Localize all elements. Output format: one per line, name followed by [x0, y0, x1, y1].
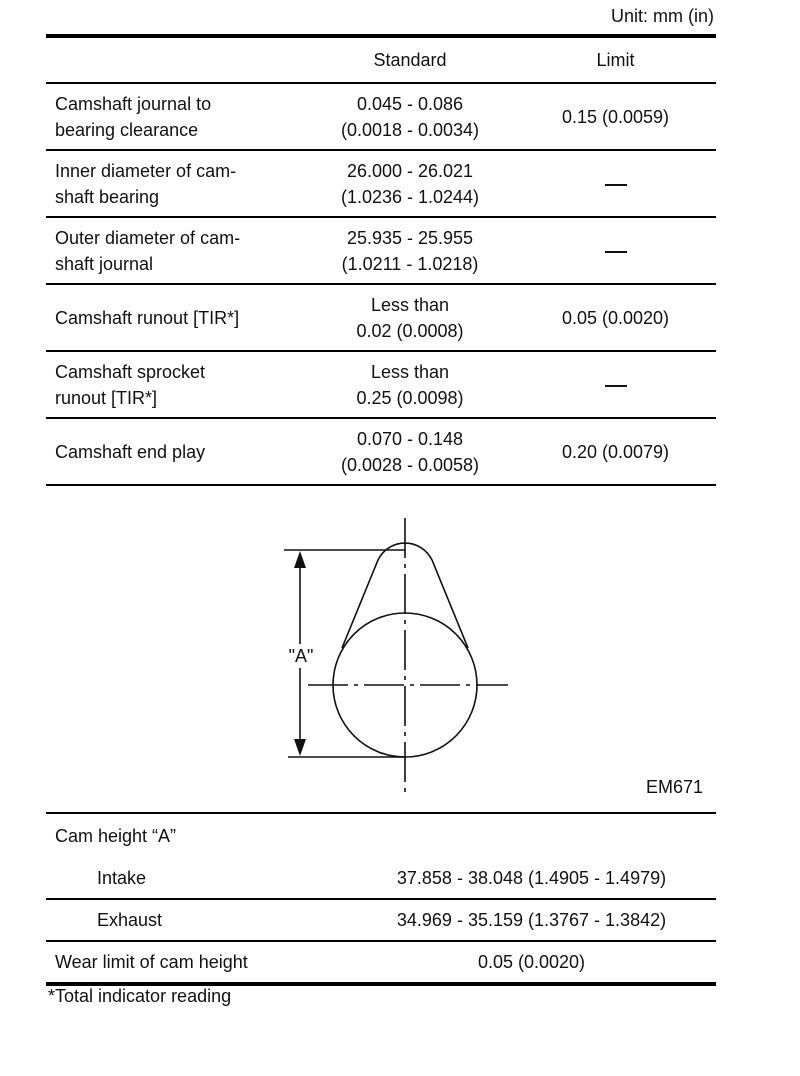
- row-standard: Less than 0.25 (0.0098): [356, 361, 464, 408]
- wear-limit-value: 0.05 (0.0020): [477, 951, 586, 972]
- cam-lobe-diagram: [260, 510, 530, 800]
- exhaust-label: Exhaust: [97, 909, 163, 930]
- table-row: [46, 899, 716, 941]
- unit-label: Unit: mm (in): [611, 6, 714, 26]
- dimension-arrow-top: [294, 551, 306, 568]
- no-limit-dash: [605, 184, 627, 186]
- cam-height-title-row: [46, 813, 716, 858]
- row-standard: 26.000 - 26.021 (1.0236 - 1.0244): [340, 160, 480, 207]
- cam-height-title: Cam height “A”: [55, 825, 177, 846]
- no-limit-dash: [605, 251, 627, 253]
- row-item: Camshaft journal to bearing clearance: [55, 93, 212, 140]
- table-row: [46, 941, 716, 984]
- header-limit: Limit: [596, 49, 635, 70]
- intake-label: Intake: [97, 867, 147, 888]
- exhaust-value: 34.969 - 35.159 (1.3767 - 1.3842): [396, 909, 667, 930]
- row-standard: 0.070 - 0.148 (0.0028 - 0.0058): [340, 428, 480, 475]
- table-row: [46, 351, 716, 418]
- table-row: [46, 83, 716, 150]
- intake-value: 37.858 - 38.048 (1.4905 - 1.4979): [396, 867, 667, 888]
- row-standard: Less than 0.02 (0.0008): [356, 294, 464, 341]
- table-row: [46, 284, 716, 351]
- cam-height-table: [46, 812, 716, 986]
- table-row: [46, 150, 716, 217]
- row-item: Inner diameter of cam- shaft bearing: [55, 160, 237, 207]
- row-standard: 25.935 - 25.955 (1.0211 - 1.0218): [341, 227, 479, 274]
- no-limit-dash: [605, 385, 627, 387]
- row-limit: [515, 217, 716, 284]
- dimension-arrow-bottom: [294, 739, 306, 756]
- table-row: [46, 217, 716, 284]
- header-standard: Standard: [373, 49, 447, 70]
- row-item: Camshaft end play: [55, 441, 206, 462]
- row-item: Camshaft runout [TIR*]: [55, 307, 240, 328]
- row-limit: 0.15 (0.0059): [561, 106, 670, 127]
- dimension-label: "A": [288, 646, 314, 666]
- header-item: [46, 36, 305, 83]
- row-limit: [515, 150, 716, 217]
- footnote: *Total indicator reading: [48, 986, 232, 1006]
- row-limit: 0.20 (0.0079): [561, 441, 670, 462]
- table-row: [46, 418, 716, 485]
- camshaft-spec-table: [46, 34, 716, 486]
- row-limit: [515, 351, 716, 418]
- table-header-row: [46, 36, 716, 83]
- row-item: Camshaft sprocket runout [TIR*]: [55, 361, 206, 408]
- wear-limit-label: Wear limit of cam height: [55, 951, 248, 972]
- row-standard: 0.045 - 0.086 (0.0018 - 0.0034): [340, 93, 480, 140]
- row-item: Outer diameter of cam- shaft journal: [55, 227, 241, 274]
- row-limit: 0.05 (0.0020): [561, 307, 670, 328]
- figure-code: EM671: [646, 777, 704, 797]
- table-row: [46, 858, 716, 899]
